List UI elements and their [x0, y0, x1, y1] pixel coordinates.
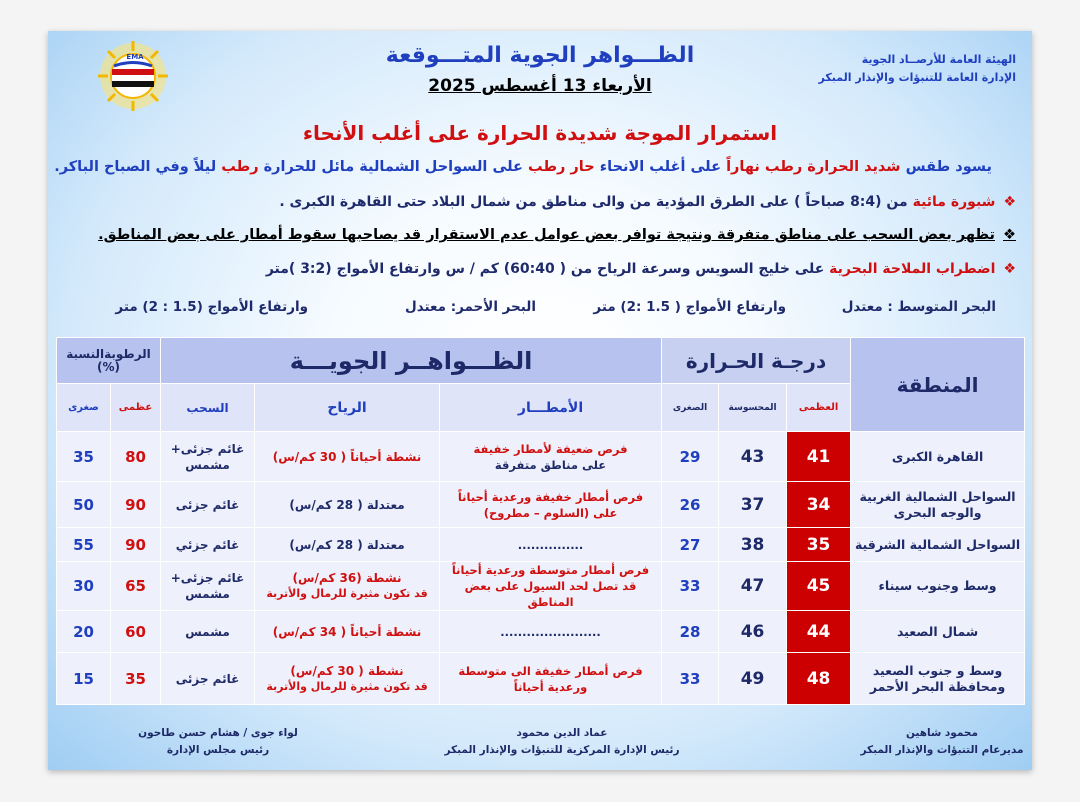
red-sea-waves: وارتفاع الأمواج (1.5 : 2) متر — [115, 299, 308, 315]
clouds-cell: غائم جزئى+ مشمس — [161, 562, 255, 611]
diamond-bullet-icon: ❖ — [1003, 261, 1016, 277]
wind-cell: نشطة (36 كم/س) قد تكون مثيرة للرمال والأتربة — [255, 562, 440, 611]
region-name: السواحل الشمالية الشرقية — [851, 528, 1025, 562]
bullet-fog: ❖شبورة مائية من (8:4 صباحاً ) على الطرق المؤدية من والى مناطق من شمال البلاد حتى القاهرة الكبرى . — [279, 194, 1016, 210]
temp-max: 45 — [787, 562, 851, 611]
logo-text: EMA — [126, 53, 144, 61]
temp-max: 35 — [787, 528, 851, 562]
region-name: شمال الصعيد — [851, 611, 1025, 653]
temp-min: 33 — [662, 653, 719, 705]
table-row — [57, 432, 1025, 482]
rain-cell: فرص ضعيفة لأمطار خفيفة على مناطق متفرقة — [440, 432, 662, 482]
org-department: الإدارة العامة للتنبؤات والإنذار المبكر — [818, 71, 1016, 84]
forecast-sheet — [48, 31, 1032, 770]
table-row — [57, 482, 1025, 528]
org-name: الهيئة العامة للأرصــاد الجوية — [861, 53, 1016, 66]
signature-director: محمود شاهين مديرعام التنبؤات والإنذار المبكر — [860, 727, 1024, 756]
humidity-min: 50 — [57, 482, 111, 528]
rain-cell: ............... — [440, 528, 662, 562]
header-region: المنطقة — [851, 338, 1025, 432]
temp-feels: 37 — [719, 482, 787, 528]
humidity-min: 30 — [57, 562, 111, 611]
clouds-cell: غائم جزئي — [161, 528, 255, 562]
humidity-max: 65 — [111, 562, 161, 611]
temp-feels: 46 — [719, 611, 787, 653]
header-wind: الرياح — [255, 384, 440, 432]
region-name: وسط و جنوب الصعيد ومحافظة البحر الأحمر — [851, 653, 1025, 705]
temp-min: 28 — [662, 611, 719, 653]
rain-cell: فرص أمطار خفيفة الى متوسطة ورعدية أحياناً — [440, 653, 662, 705]
med-sea-waves: وارتفاع الأمواج ( 1.5 :2) متر — [593, 299, 786, 315]
diamond-bullet-icon: ❖ — [1003, 227, 1016, 243]
rain-cell: فرص أمطار متوسطة ورعدية أحياناً قد تصل لحد السيول على بعض المناطق — [440, 562, 662, 611]
temp-max: 44 — [787, 611, 851, 653]
temp-min: 27 — [662, 528, 719, 562]
temp-feels: 38 — [719, 528, 787, 562]
clouds-cell: غائم جزئى — [161, 482, 255, 528]
med-sea-state: البحر المتوسط : معتدل — [841, 299, 996, 315]
wind-cell: معتدلة ( 28 كم/س) — [255, 528, 440, 562]
wind-cell: نشطة أحياناً ( 34 كم/س) — [255, 611, 440, 653]
rain-cell: فرص أمطار خفيفة ورعدية أحياناً على (السلوم – مطروح) — [440, 482, 662, 528]
wind-cell: نشطة أحياناً ( 30 كم/س) — [255, 432, 440, 482]
humidity-min: 15 — [57, 653, 111, 705]
header-hum-min: صغرى — [57, 384, 111, 432]
header-humidity: الرطوبةالنسبة (%) — [57, 338, 161, 384]
header-feels: المحسوسة — [719, 384, 787, 432]
table-row — [57, 653, 1025, 705]
rain-cell: ....................... — [440, 611, 662, 653]
temp-feels: 49 — [719, 653, 787, 705]
temp-min: 33 — [662, 562, 719, 611]
red-sea-state: البحر الأحمر: معتدل — [405, 299, 536, 315]
temp-max: 34 — [787, 482, 851, 528]
humidity-min: 20 — [57, 611, 111, 653]
table-row — [57, 528, 1025, 562]
region-name: القاهرة الكبرى — [851, 432, 1025, 482]
forecast-table — [56, 337, 1025, 705]
region-name: وسط وجنوب سيناء — [851, 562, 1025, 611]
clouds-cell: غائم جزئى+ مشمس — [161, 432, 255, 482]
header-clouds: السحب — [161, 384, 255, 432]
temp-feels: 43 — [719, 432, 787, 482]
region-name: السواحل الشمالية الغربية والوجه البحرى — [851, 482, 1025, 528]
humidity-max: 90 — [111, 528, 161, 562]
summary-line: يسود طقس شديد الحرارة رطب نهاراً على أغلب الانحاء حار رطب على السواحل الشمالية مائل للحرارة رطب ليلاً وفي الصباح الباكر. — [54, 159, 992, 175]
header-max: العظمى — [787, 384, 851, 432]
header-min: الصغرى — [662, 384, 719, 432]
header-weather: الظـــواهــر الجويـــة — [161, 338, 662, 384]
header-temperature: درجـة الحـرارة — [662, 338, 851, 384]
forecast-date: الأربعاء 13 أغسطس 2025 — [428, 76, 652, 96]
humidity-max: 35 — [111, 653, 161, 705]
diamond-bullet-icon: ❖ — [1003, 194, 1016, 210]
temp-max: 48 — [787, 653, 851, 705]
signature-central-director: عماد الدين محمود رئيس الإدارة المركزية للتنبؤات والإنذار المبكر — [444, 727, 680, 756]
table-row — [57, 562, 1025, 611]
temp-min: 26 — [662, 482, 719, 528]
temp-feels: 47 — [719, 562, 787, 611]
bullet-clouds: ❖تظهر بعض السحب على مناطق متفرقة ونتيجة توافر بعض عوامل عدم الاستقرار قد يصاحبها سقوط أمطار على بعض المناطق. — [98, 227, 1016, 243]
temp-min: 29 — [662, 432, 719, 482]
headline: استمرار الموجة شديدة الحرارة على أغلب الأنحاء — [302, 121, 778, 145]
humidity-max: 90 — [111, 482, 161, 528]
clouds-cell: غائم جزئى — [161, 653, 255, 705]
humidity-max: 80 — [111, 432, 161, 482]
temp-max: 41 — [787, 432, 851, 482]
table-row — [57, 611, 1025, 653]
wind-cell: معتدلة ( 28 كم/س) — [255, 482, 440, 528]
signature-chairman: لواء جوى / هشام حسن طاحون رئيس مجلس الإدارة — [138, 727, 298, 756]
humidity-max: 60 — [111, 611, 161, 653]
bullet-navigation: ❖اضطراب الملاحة البحرية على خليج السويس وسرعة الرياح من ( 60:40) كم / س وارتفاع الأمواج (3:2 )متر — [265, 261, 1016, 277]
page-title: الظـــواهر الجوية المتـــوقعة — [385, 43, 695, 68]
header-hum-max: عظمى — [111, 384, 161, 432]
header-rain: الأمطـــار — [440, 384, 662, 432]
humidity-min: 55 — [57, 528, 111, 562]
wind-cell: نشطة ( 30 كم/س) قد تكون مثيرة للرمال والأتربة — [255, 653, 440, 705]
humidity-min: 35 — [57, 432, 111, 482]
clouds-cell: مشمس — [161, 611, 255, 653]
